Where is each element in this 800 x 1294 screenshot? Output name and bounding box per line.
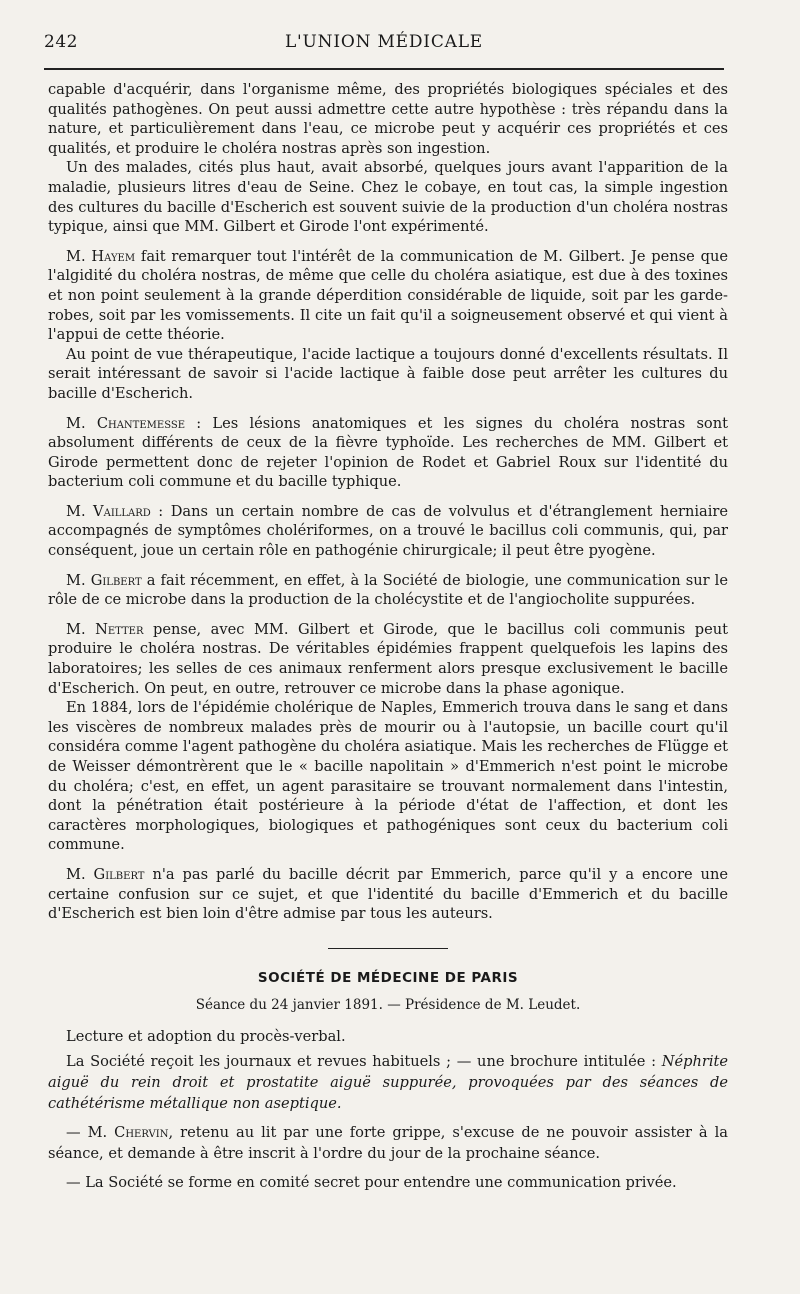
article-body — [48, 80, 728, 1197]
paragraph — [48, 571, 728, 610]
paragraph — [48, 620, 728, 698]
paragraph-text: pense, avec MM. Gilbert et Girode, que le bacillus coli communis peut produire le choléra nostras. De véritables épidémies frappent quelquefois les lapins des laboratoires; les selles de ces animaux renferment alors presque exclusivement le bacille d'Escherich. On peut, en outre, retrouver ce microbe dans la phase agonique. — [48, 620, 728, 697]
dash: — — [66, 1123, 88, 1141]
paragraph — [48, 502, 728, 561]
section-body — [48, 1026, 728, 1193]
paragraph: — La Société se forme en comité secret pour entendre une communication privée. — [66, 1173, 677, 1191]
paragraph — [48, 1122, 728, 1164]
speaker-name: M. Chantemesse — [66, 414, 186, 432]
paragraph: Au point de vue thérapeutique, l'acide lactique a toujours donné d'excellents résultats. Il serait intéressant de savoir si l'acide lactique à faible dose peut arrêter les cultures du bacille d'Escherich. — [48, 345, 728, 402]
paragraph — [48, 247, 728, 345]
speaker-name: M. Hayem — [66, 247, 136, 265]
paragraph — [48, 865, 728, 924]
page-header — [44, 28, 724, 70]
paragraph-text: fait remarquer tout l'intérêt de la communication de M. Gilbert. Je pense que l'algidité du choléra nostras, de même que celle du choléra asiatique, est due à des toxines et non point seulement à la grande déperdition considérable de liquide, soit par les garde-robes, soit par les vomissements. Il cite un fait qu'il a soigneusement observé et qui vient à l'appui de cette théorie. — [48, 247, 728, 344]
speaker-name: M. Gilbert — [66, 865, 145, 883]
paragraph — [48, 414, 728, 492]
paragraph-text: : Les lésions anatomiques et les signes du choléra nostras sont absolument différents de ceux de la fièvre typhoïde. Les recherches de MM. Gilbert et Girode permettent donc de rejeter l'opinion de Rodet et Gabriel Roux sur l'identité du bacterium coli commune et du bacille typhique. — [48, 414, 728, 491]
paragraph-text: a fait récemment, en effet, à la Société de biologie, une communication sur le rôle de ce microbe dans la production de la cholécystite et de l'angiocholite suppurées. — [48, 571, 728, 609]
speaker-name: M. Gilbert — [66, 571, 142, 589]
page-number: 242 — [44, 32, 78, 52]
paragraph: Lecture et adoption du procès-verbal. — [66, 1027, 346, 1045]
speaker-name: M. Netter — [66, 620, 144, 638]
paragraph-text: La Société reçoit les journaux et revues habituels ; — une brochure intitulée : — [66, 1052, 662, 1070]
section-title: SOCIÉTÉ DE MÉDECINE DE PARIS — [257, 969, 519, 986]
speaker-name: M. Vaillard — [66, 502, 151, 520]
paragraph — [48, 1051, 728, 1114]
brochure-title: Néphrite aiguë du rein droit et prostatite aiguë suppurée, provoquées par des séances de cathétérisme métallique non aseptique. — [48, 1052, 728, 1112]
paragraph-text: , retenu au lit par une forte grippe, s'excuse de ne pouvoir assister à la séance, et demande à être inscrit à l'ordre du jour de la prochaine séance. — [48, 1123, 728, 1162]
section-divider — [328, 948, 448, 949]
running-title: L'UNION MÉDICALE — [284, 32, 484, 52]
paragraph-text: : Dans un certain nombre de cas de volvulus et d'étranglement herniaire accompagnés de symptômes cholériformes, on a trouvé le bacillus coli communis, qui, par conséquent, joue un certain rôle en pathogénie chirurgicale; il peut être pyogène. — [48, 502, 728, 560]
paragraph: Un des malades, cités plus haut, avait absorbé, quelques jours avant l'apparition de la maladie, plusieurs litres d'eau de Seine. Chez le cobaye, en tout cas, la simple ingestion des cultures du bacille d'Escherich est souvent suivie de la production d'un choléra nostras typique, ainsi que MM. Gilbert et Girode l'ont expérimenté. — [48, 159, 728, 236]
paragraph-text: n'a pas parlé du bacille décrit par Emmerich, parce qu'il y a encore une certaine confusion sur ce sujet, et que l'identité du bacille d'Emmerich et du bacille d'Escherich est bien loin d'être admise par tous les auteurs. — [48, 865, 728, 923]
section-subtitle: Séance du 24 janvier 1891. — Présidence de M. Leudet. — [195, 997, 581, 1014]
paragraph: En 1884, lors de l'épidémie cholérique de Naples, Emmerich trouva dans le sang et dans les viscères de nombreux malades près de mourir ou à l'autopsie, un bacille court qu'il considéra comme l'agent pathogène du choléra asiatique. Mais les recherches de Flügge et de Weisser démontrèrent que le « bacille napolitain » d'Emmerich n'est point le microbe du choléra; c'est, en effet, un agent parasitaire se trouvant normalement dans l'intestin, dont la pénétration était postérieure à la période d'état de l'affection, et dont les caractères morphologiques, biologiques et pathogéniques sont ceux du bacterium coli commune. — [48, 699, 728, 854]
paragraph: capable d'acquérir, dans l'organisme même, des propriétés biologiques spéciales et des qualités pathogènes. On peut aussi admettre cette autre hypothèse : très répandu dans la nature, et particulièrement dans l'eau, ce microbe peut y acquérir ces propriétés et ces qualités, et produire le choléra nostras après son ingestion. — [48, 81, 728, 157]
speaker-name: M. Chervin — [87, 1123, 169, 1141]
